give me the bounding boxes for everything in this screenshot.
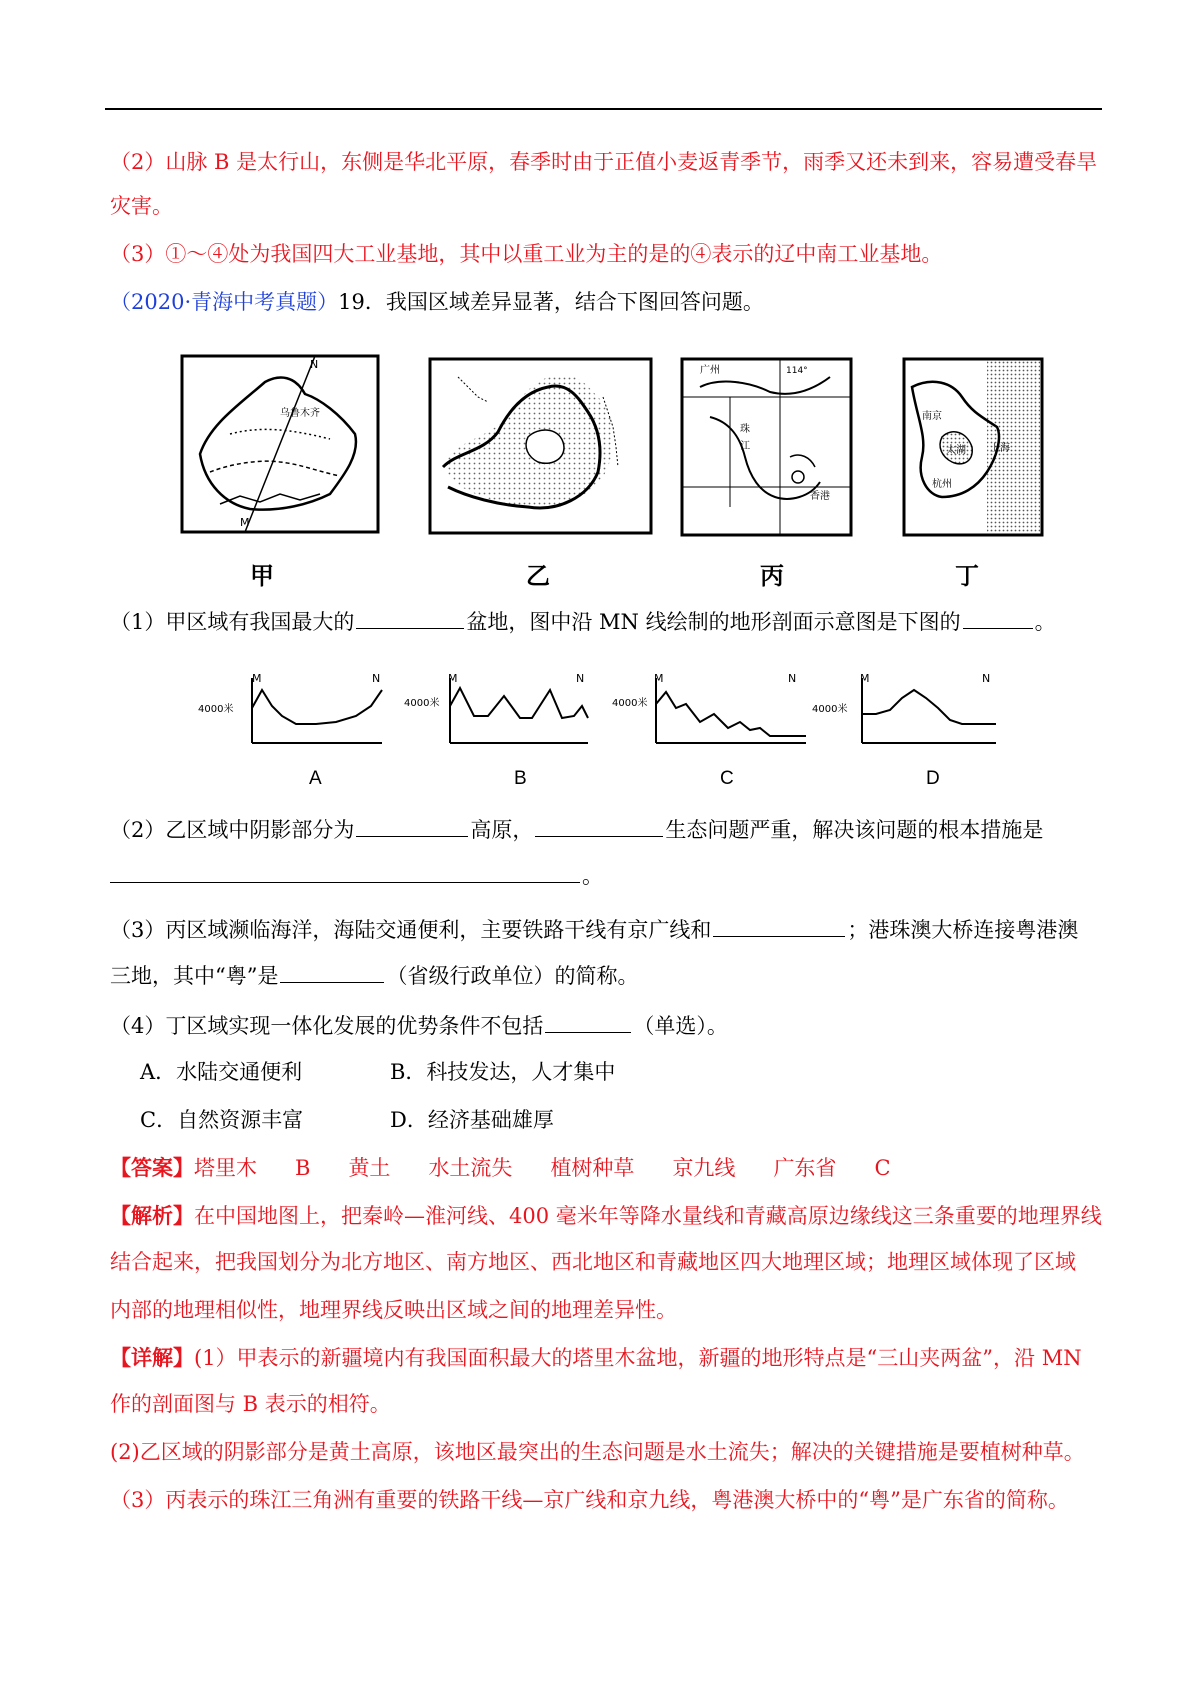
svg-text:M: M xyxy=(448,672,458,685)
map-jia-m: M xyxy=(240,516,250,529)
header-rule xyxy=(105,108,1102,110)
sub-question-2-cont: 。 xyxy=(110,862,1100,890)
map-caption-ding: 丁 xyxy=(955,561,979,590)
svg-text:M: M xyxy=(860,672,870,685)
question-stem: 19．我国区域差异显著，结合下图回答问题。 xyxy=(338,290,764,314)
detail-line3: (2)乙区域的阴影部分是黄土高原，该地区最突出的生态问题是水土流失；解决的关键措施是要植树种草。 xyxy=(110,1440,1085,1464)
prev-answer-3: （3）①～④处为我国四大工业基地，其中以重工业为主的是的④表示的辽中南工业基地。 xyxy=(110,242,943,266)
profile-b xyxy=(402,668,592,748)
map-caption-bing: 丙 xyxy=(760,561,784,590)
map-jia xyxy=(180,354,380,534)
map-ding-nanjing: 南京 xyxy=(922,411,942,422)
svg-text:4000米: 4000米 xyxy=(198,704,234,715)
map-jia-n: N xyxy=(310,358,319,371)
answer-line xyxy=(110,1154,1100,1182)
question-header xyxy=(110,288,1100,316)
answer-item: 黄土 xyxy=(348,1156,391,1180)
profile-label-b: B xyxy=(514,768,527,789)
sub-question-4: （4）丁区域实现一体化发展的优势条件不包括 （单选）。 xyxy=(110,1014,728,1038)
question-source: （2020·青海中考真题） xyxy=(110,290,339,314)
answer-blank[interactable] xyxy=(356,816,468,837)
map-jia-city: 乌鲁木齐 xyxy=(280,408,320,419)
map-bing-lon: 114° xyxy=(786,366,808,376)
answer-blank[interactable] xyxy=(713,916,845,937)
map-ding xyxy=(902,357,1044,537)
sub-question-3-cont: 三地，其中“粤”是 （省级行政单位）的简称。 xyxy=(110,964,639,988)
svg-text:N: N xyxy=(788,672,797,685)
prev-answer-2-line2: 灾害。 xyxy=(110,194,173,218)
option-a[interactable]: A．水陆交通便利 xyxy=(140,1060,303,1084)
answer-item: 京九线 xyxy=(672,1156,736,1180)
answer-blank[interactable] xyxy=(280,962,384,983)
svg-text:N: N xyxy=(576,672,585,685)
map-bing-hk: 香港 xyxy=(810,491,830,502)
map-ding-shanghai: 上海 xyxy=(990,443,1010,454)
answer-blank[interactable] xyxy=(535,816,663,837)
svg-text:4000米: 4000米 xyxy=(612,698,648,709)
answer-blank[interactable] xyxy=(963,608,1033,629)
map-ding-hangzhou: 杭州 xyxy=(932,479,952,490)
profile-d xyxy=(810,668,1000,748)
answer-item: 植树种草 xyxy=(550,1156,635,1180)
answer-blank[interactable] xyxy=(545,1012,631,1033)
profile-label-a: A xyxy=(309,768,322,789)
svg-text:M: M xyxy=(654,672,664,685)
answer-blank[interactable] xyxy=(110,862,580,883)
detail-label: 【详解】 xyxy=(110,1345,194,1370)
map-ding-taihu: 太湖 xyxy=(946,445,966,456)
profile-label-d: D xyxy=(926,768,940,789)
analysis-label: 【解析】 xyxy=(110,1203,194,1228)
detail-line1: 【详解】(1）甲表示的新疆境内有我国面积最大的塔里木盆地，新疆的地形特点是“三山夹两盆”，沿 MN xyxy=(110,1345,1082,1370)
profile-c xyxy=(610,668,810,748)
option-c[interactable]: C．自然资源丰富 xyxy=(140,1108,304,1132)
sub-question-3: （3）丙区域濒临海洋，海陆交通便利，主要铁路干线有京广线和 ；港珠澳大桥连接粤港澳 xyxy=(110,918,1079,942)
profile-a xyxy=(196,668,386,748)
option-d[interactable]: D．经济基础雄厚 xyxy=(390,1108,554,1132)
answer-item: 广东省 xyxy=(773,1156,837,1180)
svg-text:M: M xyxy=(252,672,262,685)
map-caption-yi: 乙 xyxy=(526,561,550,590)
map-bing-city: 广州 xyxy=(700,365,720,376)
answer-item: 塔里木 xyxy=(194,1156,257,1180)
map-yi xyxy=(428,357,653,535)
option-b[interactable]: B．科技发达，人才集中 xyxy=(390,1060,616,1084)
svg-text:N: N xyxy=(982,672,991,685)
svg-text:N: N xyxy=(372,672,381,685)
map-bing xyxy=(680,357,853,537)
svg-text:4000米: 4000米 xyxy=(812,704,848,715)
sub-question-1: （1）甲区域有我国最大的 盆地，图中沿 MN 线绘制的地形剖面示意图是下图的 。 xyxy=(110,610,1056,634)
detail-line4: （3）丙表示的珠江三角洲有重要的铁路干线—京广线和京九线，粤港澳大桥中的“粤”是广东省的简称。 xyxy=(110,1488,1069,1512)
map-bing-zhu: 珠 xyxy=(740,424,750,435)
map-bing-jiang: 江 xyxy=(740,441,750,452)
profile-label-c: C xyxy=(720,768,734,789)
answer-item: B xyxy=(295,1156,311,1180)
detail-line2: 作的剖面图与 B 表示的相符。 xyxy=(110,1392,391,1416)
answer-label: 【答案】 xyxy=(110,1155,194,1180)
map-caption-jia: 甲 xyxy=(250,561,274,590)
sub-question-2: （2）乙区域中阴影部分为 高原， 生态问题严重，解决该问题的根本措施是 xyxy=(110,818,1044,842)
analysis-line1: 【解析】在中国地图上，把秦岭—淮河线、400 毫米年等降水量线和青藏高原边缘线这三条重要的地理界线 xyxy=(110,1203,1102,1228)
answer-item: C xyxy=(874,1156,891,1180)
analysis-line2: 结合起来，把我国划分为北方地区、南方地区、西北地区和青藏地区四大地理区域；地理区域体现了区域 xyxy=(110,1250,1076,1274)
svg-text:4000米: 4000米 xyxy=(404,698,440,709)
answer-blank[interactable] xyxy=(356,608,464,629)
prev-answer-2-line1: （2）山脉 B 是太行山，东侧是华北平原，春季时由于正值小麦返青季节，雨季又还未到来，容易遭受春旱 xyxy=(110,150,1098,174)
answer-item: 水土流失 xyxy=(428,1156,513,1180)
analysis-line3: 内部的地理相似性，地理界线反映出区域之间的地理差异性。 xyxy=(110,1298,677,1322)
